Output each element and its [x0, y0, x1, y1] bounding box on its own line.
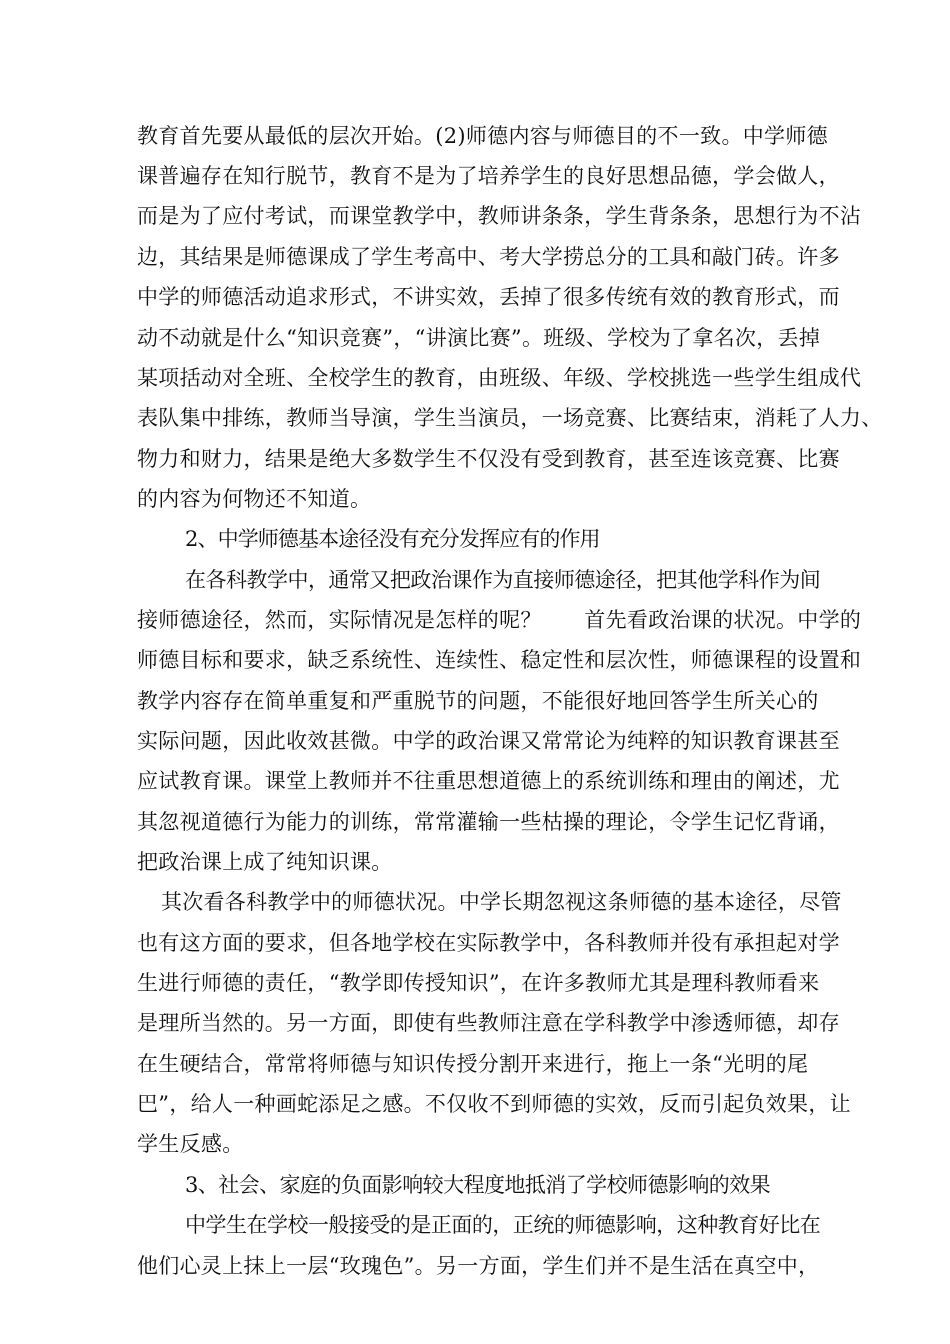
text-line: 而是为了应付考试，而课堂教学中，教师讲条条，学生背条条，思想行为不沾 — [137, 204, 862, 228]
text-line: 物力和财力，结果是绝大多数学生不仅没有受到教育，甚至连该竞赛、比赛 — [137, 447, 840, 471]
text-line: 巴”，给人一种画蛇添足之感。不仅收不到师德的实效，反而引起负效果，让 — [137, 1092, 851, 1116]
paragraph-first-line: 在各科教学中，通常又把政治课作为直接师德途径，把其他学科作为间 — [185, 568, 821, 592]
text-line: 也有这方面的要求，但各地学校在实际教学中，各科教师并役有承担起对学 — [137, 931, 840, 955]
text-line: 教学内容存在简单重复和严重脱节的问题，不能很好地回答学生所关心的 — [137, 689, 819, 713]
text-line: 把政治课上成了纯知识课。 — [137, 850, 393, 874]
paragraph-first-line: 中学生在学校一般接受的是正面的，正统的师德影响，这种教育好比在 — [185, 1213, 821, 1237]
text-line: 实际问题，因此收效甚微。中学的政治课又常常论为纯粹的知识教育课甚至 — [137, 729, 840, 753]
text-line: 动不动就是什么“知识竞赛”，“讲演比赛”。班级、学校为了拿名次，丢掉 — [137, 326, 821, 350]
text-line: 中学的师德活动追求形式，不讲实效，丢掉了很多传统有效的教育形式，而 — [137, 285, 840, 309]
text-line: 某项括动对全班、全校学生的教育，由班级、年级、学校挑选一些学生组成代 — [137, 366, 862, 390]
text-line: 是理所当然的。另一方面，即使有些教师注意在学科教学中渗透师德，却存 — [137, 1011, 840, 1035]
text-line: 其忽视道德行为能力的训练，常常灌输一些枯操的理论，令学生记忆背诵， — [137, 810, 840, 834]
text-line: 在生硬结合，常常将师德与知识传授分割开来进行，拖上一条“光明的尾 — [137, 1052, 809, 1076]
section-heading: 3、社会、家庭的负面影响较大程度地抵消了学校师德影响的效果 — [185, 1173, 771, 1197]
text-line: 接师德途径，然而，实际情况是怎样的呢？ 首先看政治课的状况。中学的 — [137, 608, 862, 632]
text-line: 师德目标和要求，缺乏系统性、连续性、稳定性和层次性，师德课程的设置和 — [137, 648, 862, 672]
section-heading: 2、中学师德基本途径没有充分发挥应有的作用 — [185, 527, 600, 551]
text-line: 的内容为何物还不知道。 — [137, 487, 372, 511]
text-line: 学生反感。 — [137, 1132, 244, 1156]
text-line: 教育首先要从最低的层次开始。(2)师德内容与师德目的不一致。中学师德 — [137, 124, 828, 148]
text-line: 他们心灵上抹上一层“玫瑰色”。另一方面，学生们并不是生活在真空中， — [137, 1254, 820, 1278]
text-line: 生进行师德的责任，“教学即传授知识”，在许多教师尤其是理科教师看来 — [137, 971, 820, 995]
text-line: 课普遍存在知行脱节，教育不是为了培养学生的良好思想品德，学会做人， — [137, 164, 840, 188]
text-line: 表队集中排练，教师当导演，学生当演员，一场竞赛、比赛结束，消耗了人力、 — [137, 406, 883, 430]
text-line: 应试教育课。课堂上教师并不往重思想道德上的系统训练和理由的阐述，尤 — [137, 769, 840, 793]
paragraph-first-line: 其次看各科教学中的师德状况。中学长期忽视这条师德的基本途径，尽管 — [161, 890, 842, 914]
text-line: 边，其结果是师德课成了学生考高中、考大学捞总分的工具和敲门砖。许多 — [137, 245, 840, 269]
